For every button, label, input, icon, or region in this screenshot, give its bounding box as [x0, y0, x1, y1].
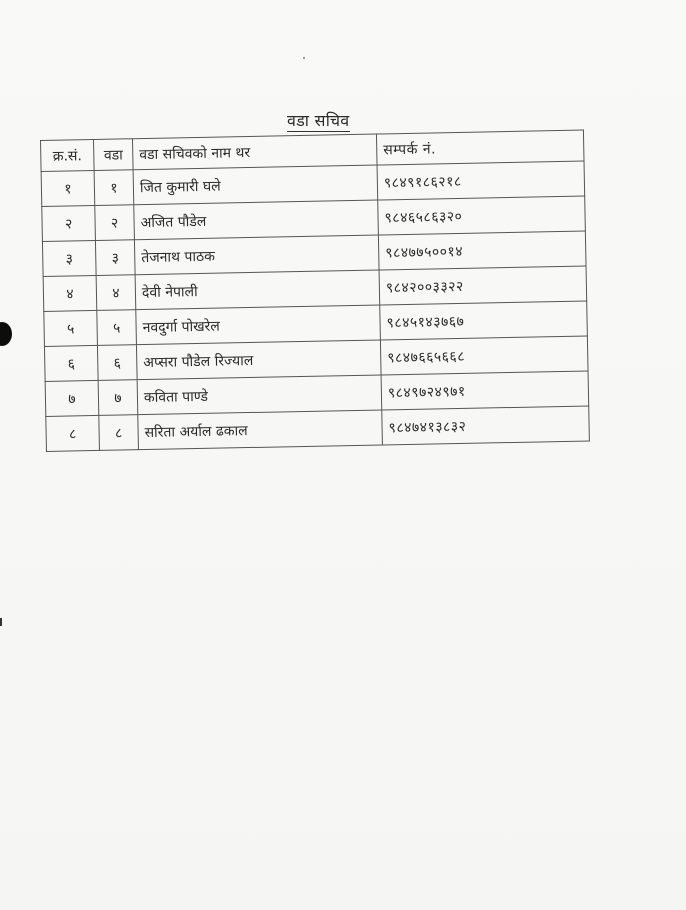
cell-serial-number: ३: [42, 240, 96, 276]
header-secretary-name: वडा सचिवको नाम थर: [132, 134, 377, 170]
cell-ward: ३: [95, 240, 135, 276]
cell-secretary-name: तेजनाथ पाठक: [134, 235, 379, 275]
cell-contact-number: ९८४९७२४९७१: [381, 371, 589, 410]
cell-ward: १: [94, 170, 134, 206]
cell-contact-number: ९८४७७५००१४: [378, 231, 586, 270]
cell-serial-number: ४: [43, 275, 97, 311]
cell-ward: ७: [98, 380, 138, 416]
cell-contact-number: ९८४५१४३७६७: [380, 301, 588, 340]
edge-mark: [0, 618, 2, 626]
cell-serial-number: १: [41, 170, 95, 206]
cell-contact-number: ९८४७४१३८३२: [382, 406, 590, 445]
document-title: वडा सचिव: [287, 111, 350, 130]
cell-ward: ४: [96, 275, 136, 311]
cell-ward: २: [95, 205, 135, 241]
header-contact-number: सम्पर्क नं.: [376, 130, 584, 165]
cell-contact-number: ९८४७६६५६६८: [380, 336, 588, 375]
cell-secretary-name: कविता पाण्डे: [137, 375, 382, 415]
ward-secretary-table-wrapper: [40, 130, 590, 452]
cell-contact-number: ९८४२००३३२२: [379, 266, 587, 305]
scan-speck: [303, 57, 305, 59]
cell-secretary-name: अप्सरा पौडेल रिज्याल: [136, 340, 381, 380]
cell-secretary-name: जित कुमारी घले: [133, 165, 378, 205]
cell-ward: ८: [99, 415, 139, 451]
cell-secretary-name: देवी नेपाली: [135, 270, 380, 310]
cell-serial-number: ५: [44, 310, 98, 346]
cell-secretary-name: अजित पौडेल: [134, 200, 379, 240]
header-ward: वडा: [93, 139, 133, 171]
cell-serial-number: २: [42, 205, 96, 241]
cell-serial-number: ७: [45, 380, 99, 416]
ward-secretary-table: [40, 130, 590, 452]
cell-contact-number: ९८४६५८६३२०: [378, 196, 586, 235]
cell-secretary-name: नवदुर्गा पोखरेल: [136, 305, 381, 345]
cell-ward: ६: [97, 345, 137, 381]
cell-ward: ५: [97, 310, 137, 346]
cell-secretary-name: सरिता अर्याल ढकाल: [138, 410, 383, 450]
cell-serial-number: ६: [44, 345, 98, 381]
header-serial-number: क्र.सं.: [41, 139, 95, 171]
punch-hole: [0, 322, 12, 346]
cell-serial-number: ८: [46, 415, 100, 451]
cell-contact-number: ९८४९१८६२१८: [377, 161, 585, 200]
